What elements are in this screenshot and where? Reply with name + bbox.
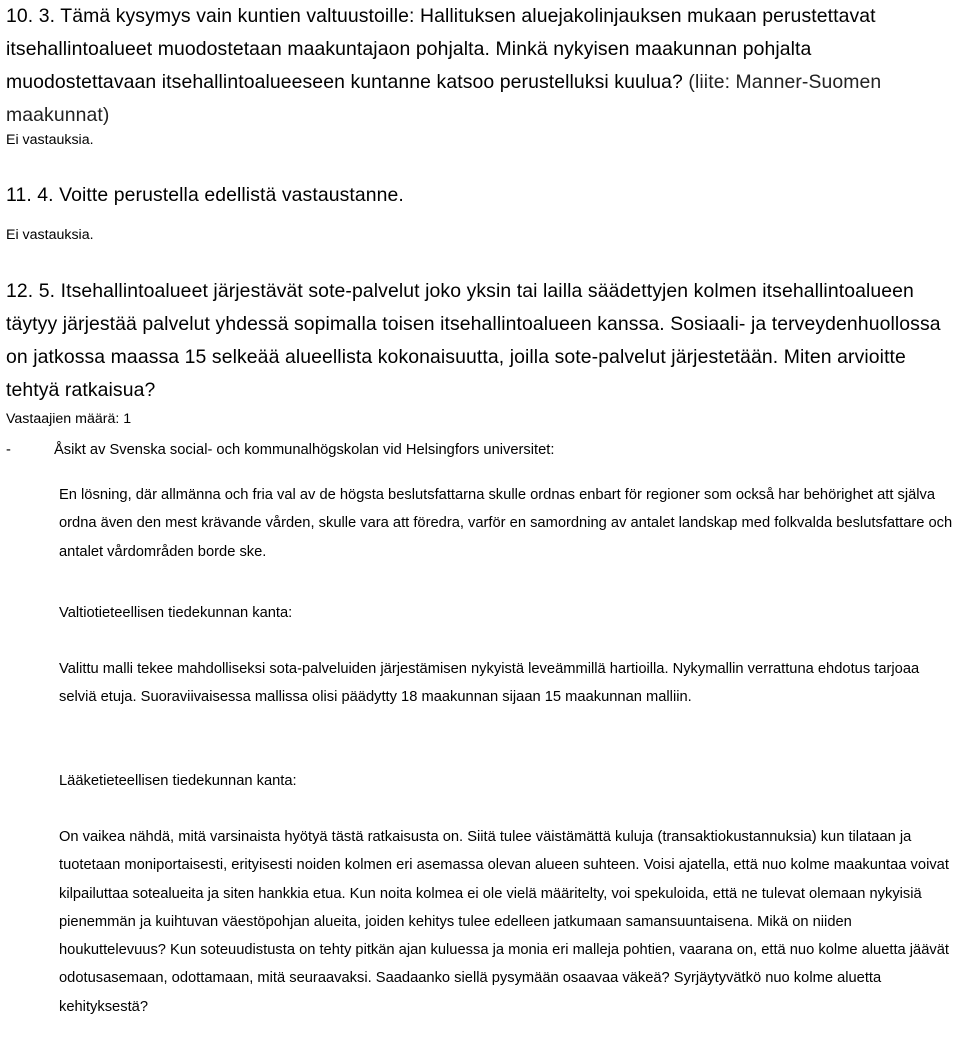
question-12-respondent-count: Vastaajien määrä: 1: [6, 411, 132, 427]
question-10-attachment-note: (liite: Manner-Suomen maakunnat): [6, 71, 882, 126]
answer-paragraph-medicine: On vaikea nähdä, mitä varsinaista hyötyä tästä ratkaisusta on. Siitä tulee väistämättä kuluja (transaktiokustannuksia) kun tilataan ja tuotetaan moniportaisesti, erityisesti noiden kolmen eri asemassa olevan alueen suhteen. Voisi ajatella, että nuo kolme maakuntaa voivat kilpailuttaa sotealueita ja siten hankkia etua. Kun noita kolmea ei ole vielä määritelty, voi spekuloida, että ne tulevat olemaan nykyisiä pienemmän ja kuihtuvan väestöpohjan alueita, joiden kehitys tulee edelleen jatkumaan samansuuntaisena. Mikä on niiden houkuttelevuus? Kun soteuudistusta on tehty pitkän ajan kuluessa ja monia eri malleja pohtien, vaarana on, että nuo kolme aluetta jäävät odotusasemaan, odottamaan, mitä seuraavaksi. Saadaanko siellä pysymään osaavaa väkeä? Syrjäytyvätkö nuo kolme aluetta kehityksestä?: [59, 829, 949, 1015]
answer-dash: -: [6, 442, 11, 458]
question-10-text: 10. 3. Tämä kysymys vain kuntien valtuustoille: Hallituksen aluejakolinjauksen mukaan perustettavat itsehallintoalueet muodostetaan maakuntajaon pohjalta. Minkä nykyisen maakunnan pohjalta muodostettavaan itsehallintoalueeseen kuntanne katsoo perustelluksi kuulua?: [6, 5, 876, 93]
answer-intro: Åsikt av Svenska social- och kommunalhögskolan vid Helsingfors universitet:: [54, 442, 555, 458]
question-10-no-answers: Ei vastauksia.: [6, 132, 94, 148]
question-10-title: [6, 0, 956, 132]
answer-heading-medicine: Lääketieteellisen tiedekunnan kanta:: [59, 773, 297, 789]
question-11-no-answers: Ei vastauksia.: [6, 227, 94, 243]
answer-intro-line: [6, 436, 956, 464]
answer-heading-political-science: Valtiotieteellisen tiedekunnan kanta:: [59, 605, 293, 621]
answer-paragraph-political-science: Valittu malli tekee mahdolliseksi sota-palveluiden järjestämisen nykyistä leveämmillä hartioilla. Nykymallin verrattuna ehdotus tarjoaa selviä etuja. Suoraviivaisessa mallissa olisi päädytty 18 maakunnan sijaan 15 maakunnan malliin.: [59, 661, 920, 706]
question-12-title: 12. 5. Itsehallintoalueet järjestävät sote-palvelut joko yksin tai lailla säädettyjen kolmen itsehallintoalueen täytyy järjestää palvelut yhdessä sopimalla toisen itsehallintoalueen kanssa. Sosiaali- ja terveydenhuollossa on jatkossa maassa 15 selkeää alueellista kokonaisuutta, joilla sote-palvelut järjestetään. Miten arvioitte tehtyä ratkaisua?: [6, 280, 941, 401]
answer-paragraph-swedish: En lösning, där allmänna och fria val av de högsta beslutsfattarna skulle ordnas enbart för regioner som också har behörighet att själva ordna även den mest krävande vården, skulle vara att föredra, varför en samordning av antalet landskap med folkvalda beslutsfattare och antalet vårdområden borde ske.: [59, 487, 953, 560]
question-11-title: 11. 4. Voitte perustella edellistä vastaustanne.: [6, 184, 404, 206]
